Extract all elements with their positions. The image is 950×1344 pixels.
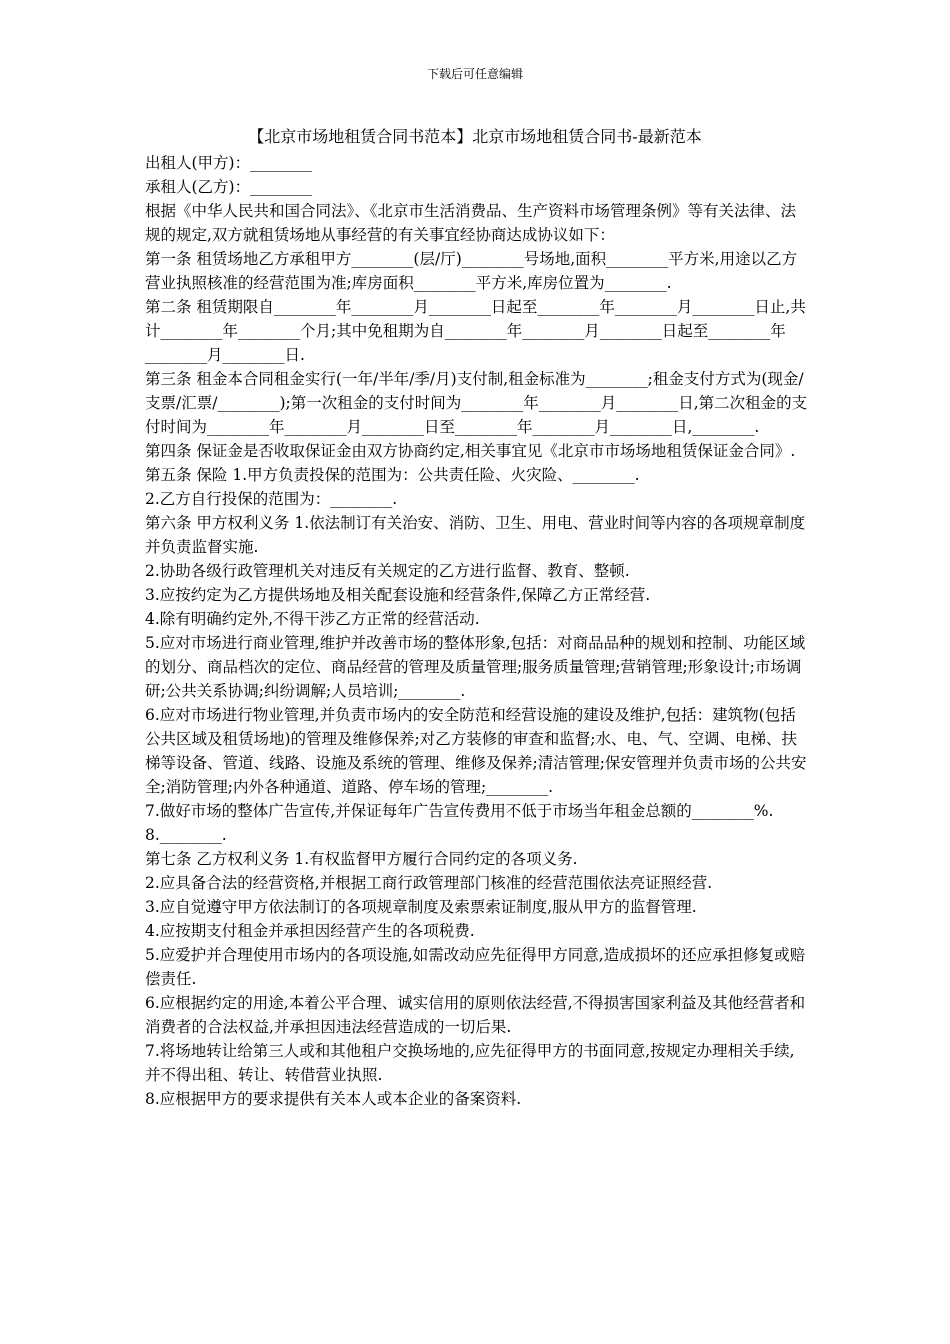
paragraph-lessee: 承租人(乙方)：________: [145, 178, 313, 196]
paragraph-article-7-item-6: 6.应根据约定的用途,本着公平合理、诚实信用的原则依法经营,不得损害国家利益及其他经营者和消费者的合法权益,并承担因违法经营造成的一切后果.: [145, 994, 806, 1036]
contract-body: [145, 151, 810, 1111]
paragraph-article-7-item-5: 5.应爱护并合理使用市场内的各项设施,如需改动应先征得甲方同意,造成损坏的还应承担修复或赔偿责任.: [145, 946, 806, 988]
paragraph-article-7-item-8: 8.应根据甲方的要求提供有关本人或本企业的备案资料.: [145, 1090, 522, 1108]
paragraph-article-6-item-6: 6.应对市场进行物业管理,并负责市场内的安全防范和经营设施的建设及维护,包括：建筑物(包括公共区域及租赁场地)的管理及维修保养;对乙方装修的审查和监督;水、电、气、空调、电梯、扶梯等设备、管道、线路、设施及系统的管理、维修及保养;清洁管理;保安管理并负责市场的公共安全;消防管理;内外各种通道、道路、停车场的管理;________.: [145, 706, 807, 796]
paragraph-article-7-item-3: 3.应自觉遵守甲方依法制订的各项规章制度及索票索证制度,服从甲方的监督管理.: [145, 898, 697, 916]
paragraph-article-2: 第二条 租赁期限自________年________月________日起至________年________月________日止,共计________年________个月;其中免租期为自________年________月________日起至________年________月________日.: [145, 298, 806, 364]
paragraph-preamble: 根据《中华人民共和国合同法》、《北京市生活消费品、生产资料市场管理条例》等有关法律、法规的规定,双方就租赁场地从事经营的有关事宜经协商达成协议如下：: [145, 202, 797, 244]
paragraph-article-7-item-2: 2.应具备合法的经营资格,并根据工商行政管理部门核准的经营范围依法亮证照经营.: [145, 874, 713, 892]
paragraph-article-1: 第一条 租赁场地乙方承租甲方________(层/厅)________号场地,面积________平方米,用途以乙方营业执照核准的经营范围为准;库房面积________平方米,库房位置为________.: [145, 250, 798, 292]
paragraph-article-6-item-3: 3.应按约定为乙方提供场地及相关配套设施和经营条件,保障乙方正常经营.: [145, 586, 651, 604]
paragraph-article-3: 第三条 租金本合同租金实行(一年/半年/季/月)支付制,租金标准为________;租金支付方式为(现金/支票/汇票/________);第一次租金的支付时间为________年________月________日,第二次租金的支付时间为________年________月________日至________年________月________日,________.: [145, 370, 808, 436]
paragraph-article-6-item-2: 2.协助各级行政管理机关对违反有关规定的乙方进行监督、教育、整顿.: [145, 562, 630, 580]
paragraph-article-5-item-2: 2.乙方自行投保的范围为：________.: [145, 490, 398, 508]
paragraph-article-4: 第四条 保证金是否收取保证金由双方协商约定,相关事宜见《北京市市场场地租赁保证金合同》.: [145, 442, 796, 460]
paragraph-lessor: 出租人(甲方)：________: [145, 154, 313, 172]
paragraph-article-6-item-7: 7.做好市场的整体广告宣传,并保证每年广告宣传费用不低于市场当年租金总额的________%.: [145, 802, 774, 820]
paragraph-article-6-item-5: 5.应对市场进行商业管理,维护并改善市场的整体形象,包括：对商品品种的规划和控制、功能区域的划分、商品档次的定位、商品经营的管理及质量管理;服务质量管理;营销管理;形象设计;市场调研;公共关系协调;纠纷调解;人员培训;________.: [145, 634, 806, 700]
paragraph-article-6-item-8: 8.________.: [145, 826, 227, 844]
paragraph-article-7-item-7: 7.将场地转让给第三人或和其他租户交换场地的,应先征得甲方的书面同意,按规定办理相关手续,并不得出租、转让、转借营业执照.: [145, 1042, 795, 1084]
document-title: 【北京市场地租赁合同书范本】北京市场地租赁合同书-最新范本: [248, 127, 702, 146]
header-note: 下载后可任意编辑: [426, 67, 523, 81]
paragraph-article-6-item-1: 第六条 甲方权利义务 1.依法制订有关治安、消防、卫生、用电、营业时间等内容的各项规章制度并负责监督实施.: [145, 514, 806, 556]
paragraph-article-7-item-1: 第七条 乙方权利义务 1.有权监督甲方履行合同约定的各项义务.: [145, 850, 578, 868]
paragraph-article-7-item-4: 4.应按期支付租金并承担因经营产生的各项税费.: [145, 922, 475, 940]
paragraph-article-6-item-4: 4.除有明确约定外,不得干涉乙方正常的经营活动.: [145, 610, 480, 628]
paragraph-article-5-item-1: 第五条 保险 1.甲方负责投保的范围为：公共责任险、火灾险、________.: [145, 466, 640, 484]
